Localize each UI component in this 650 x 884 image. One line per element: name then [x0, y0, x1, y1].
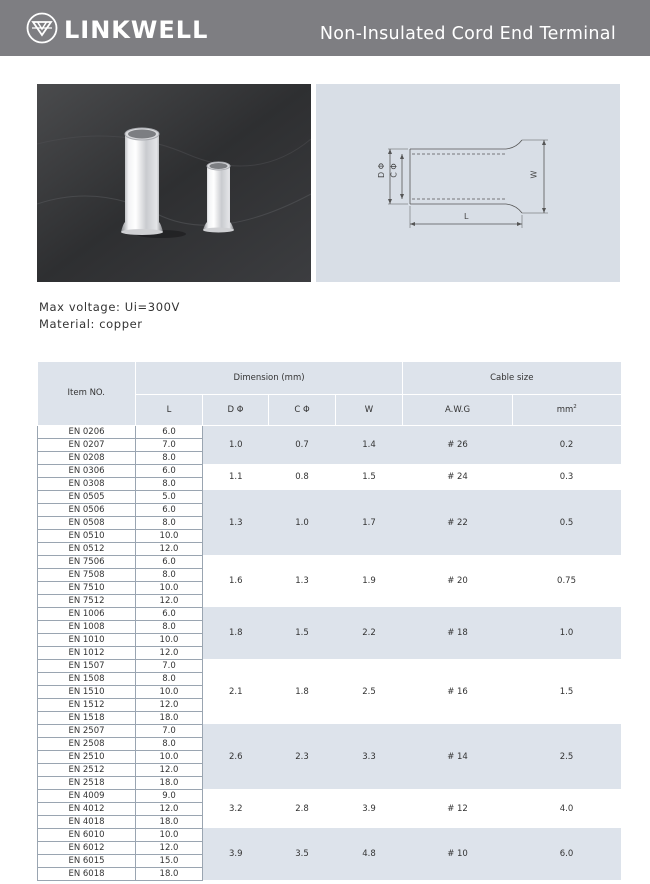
awg-cell: # 22: [403, 490, 513, 555]
w-cell: 1.4: [336, 425, 403, 464]
item-number-cell: EN 0506: [38, 503, 136, 516]
d-cell: 2.1: [228, 686, 243, 697]
c-label: C Φ: [389, 163, 399, 178]
d-cell: 1.8: [203, 607, 269, 659]
length-cell: 6.0: [136, 607, 203, 620]
item-number-cell: EN 7506: [38, 555, 136, 568]
length-cell: 8.0: [136, 477, 203, 490]
d-cell: 2.6: [203, 724, 269, 789]
w-cell: 2.2: [336, 607, 403, 659]
brand-name: LINKWELL: [64, 16, 209, 44]
item-number-cell: EN 4012: [38, 802, 136, 815]
table-row: [38, 490, 621, 503]
header-awg: A.W.G: [403, 394, 513, 425]
item-number-cell: EN 1512: [38, 698, 136, 711]
length-cell: 6.0: [136, 464, 203, 477]
d-cell: 1.0: [203, 425, 269, 464]
item-number-cell: EN 1508: [38, 672, 136, 685]
length-cell: 18.0: [136, 815, 203, 828]
header-d: D Φ: [203, 394, 269, 425]
length-cell: 12.0: [136, 841, 203, 854]
item-number-cell: EN 2518: [38, 776, 136, 789]
awg-cell: # 14: [403, 724, 513, 789]
length-cell: 5.0: [136, 490, 203, 503]
mm2-cell: 0.5: [513, 490, 621, 555]
mm2-cell: 0.2: [513, 425, 621, 464]
header-mm2: [513, 394, 621, 425]
item-number-cell: EN 1507: [38, 659, 136, 672]
awg-cell: # 26: [403, 425, 513, 464]
item-number-cell: EN 7512: [38, 594, 136, 607]
d-cell: 1.6: [228, 576, 243, 586]
w-cell: 3.3: [336, 724, 403, 789]
header-item-no: Item NO.: [38, 362, 136, 425]
length-cell: 12.0: [136, 542, 203, 555]
c-cell: 1.3: [295, 576, 309, 586]
table-row: [38, 425, 621, 438]
length-cell: 10.0: [136, 633, 203, 646]
awg-cell: # 18: [403, 607, 513, 659]
c-cell: 0.8: [295, 472, 309, 482]
table-body: [38, 425, 621, 880]
item-number-cell: EN 7510: [38, 581, 136, 594]
length-cell: 18.0: [136, 867, 203, 880]
header-w: W: [336, 394, 403, 425]
item-number-cell: EN 0508: [38, 516, 136, 529]
length-cell: 12.0: [136, 594, 203, 607]
length-cell: 8.0: [136, 568, 203, 581]
awg-cell: # 10: [403, 828, 513, 880]
mm2-cell: 6.0: [513, 828, 621, 880]
d-cell: 3.2: [228, 803, 243, 814]
item-number-cell: EN 2507: [38, 724, 136, 737]
w-label: W: [529, 170, 539, 179]
mm2-cell: 0.75: [557, 576, 576, 586]
item-number-cell: EN 0505: [38, 490, 136, 503]
table-row: [38, 659, 621, 672]
item-number-cell: EN 2510: [38, 750, 136, 763]
table-row: [38, 828, 621, 841]
w-cell: 2.5: [362, 686, 376, 697]
w-cell: 1.5: [362, 472, 376, 482]
l-label: L: [464, 212, 469, 221]
max-voltage-text: Max voltage: Ui=300V: [39, 300, 180, 314]
c-cell: 3.5: [269, 828, 336, 880]
awg-cell: # 24: [447, 472, 468, 482]
length-cell: 7.0: [136, 438, 203, 451]
c-cell: 2.3: [269, 724, 336, 789]
item-number-cell: EN 4009: [38, 789, 136, 802]
item-number-cell: EN 0206: [38, 425, 136, 438]
material-text: Material: copper: [39, 317, 143, 331]
item-number-cell: EN 0306: [38, 464, 136, 477]
item-number-cell: EN 0510: [38, 529, 136, 542]
item-number-cell: EN 1518: [38, 711, 136, 724]
w-cell: 1.7: [336, 490, 403, 555]
table-row: [38, 724, 621, 737]
length-cell: 10.0: [136, 529, 203, 542]
product-photo: [37, 84, 311, 282]
table-row: [38, 789, 621, 802]
item-number-cell: EN 0207: [38, 438, 136, 451]
header-mm2-unit: mm: [556, 404, 574, 415]
header-cable-size: Cable size: [403, 362, 621, 394]
d-cell: 1.1: [228, 472, 243, 482]
d-cell: 1.3: [203, 490, 269, 555]
length-cell: 9.0: [136, 789, 203, 802]
item-number-cell: EN 6012: [38, 841, 136, 854]
length-cell: 7.0: [136, 724, 203, 737]
item-number-cell: EN 6018: [38, 867, 136, 880]
length-cell: 10.0: [136, 581, 203, 594]
header-mm2-sup: 2: [573, 404, 577, 411]
header-bar: [0, 0, 650, 56]
length-cell: 8.0: [136, 672, 203, 685]
item-number-cell: EN 6015: [38, 854, 136, 867]
page-title: Non-Insulated Cord End Terminal: [319, 24, 616, 44]
spec-table: [37, 362, 621, 881]
header-l: L: [136, 394, 203, 425]
length-cell: 6.0: [136, 503, 203, 516]
table-row: [38, 607, 621, 620]
w-cell: 1.9: [362, 576, 376, 586]
awg-cell: # 12: [447, 803, 468, 814]
item-number-cell: EN 1010: [38, 633, 136, 646]
length-cell: 8.0: [136, 737, 203, 750]
length-cell: 12.0: [136, 698, 203, 711]
length-cell: 10.0: [136, 685, 203, 698]
w-cell: 4.8: [336, 828, 403, 880]
length-cell: 10.0: [136, 828, 203, 841]
length-cell: 12.0: [136, 646, 203, 659]
d-label: D Φ: [377, 163, 386, 178]
c-cell: 1.0: [269, 490, 336, 555]
length-cell: 15.0: [136, 854, 203, 867]
technical-drawing: [316, 84, 620, 282]
length-cell: 8.0: [136, 451, 203, 464]
item-number-cell: EN 4018: [38, 815, 136, 828]
header-dimension: Dimension (mm): [136, 362, 403, 394]
item-number-cell: EN 1008: [38, 620, 136, 633]
awg-cell: # 20: [447, 576, 468, 586]
mm2-cell: 4.0: [559, 803, 574, 814]
header-c: C Φ: [269, 394, 336, 425]
length-cell: 8.0: [136, 620, 203, 633]
mm2-cell: 2.5: [513, 724, 621, 789]
mm2-cell: 0.3: [559, 472, 574, 482]
length-cell: 18.0: [136, 711, 203, 724]
item-number-cell: EN 0308: [38, 477, 136, 490]
item-number-cell: EN 1510: [38, 685, 136, 698]
table-row: [38, 464, 621, 477]
item-number-cell: EN 0208: [38, 451, 136, 464]
length-cell: 6.0: [136, 555, 203, 568]
item-number-cell: EN 6010: [38, 828, 136, 841]
c-cell: 1.5: [269, 607, 336, 659]
item-number-cell: EN 2512: [38, 763, 136, 776]
c-cell: 2.8: [295, 803, 309, 814]
item-number-cell: EN 0512: [38, 542, 136, 555]
d-cell: 3.9: [203, 828, 269, 880]
length-cell: 12.0: [136, 763, 203, 776]
length-cell: 7.0: [136, 659, 203, 672]
mm2-cell: 1.0: [513, 607, 621, 659]
c-cell: 1.8: [295, 686, 309, 697]
mm2-cell: 1.5: [559, 686, 574, 697]
item-number-cell: EN 7508: [38, 568, 136, 581]
table-row: [38, 555, 621, 568]
linkwell-logo-icon: [26, 12, 58, 44]
length-cell: 10.0: [136, 750, 203, 763]
item-number-cell: EN 1006: [38, 607, 136, 620]
length-cell: 6.0: [136, 425, 203, 438]
item-number-cell: EN 1012: [38, 646, 136, 659]
length-cell: 8.0: [136, 516, 203, 529]
length-cell: 12.0: [136, 802, 203, 815]
w-cell: 3.9: [362, 803, 376, 814]
length-cell: 18.0: [136, 776, 203, 789]
c-cell: 0.7: [269, 425, 336, 464]
awg-cell: # 16: [447, 686, 468, 697]
item-number-cell: EN 2508: [38, 737, 136, 750]
